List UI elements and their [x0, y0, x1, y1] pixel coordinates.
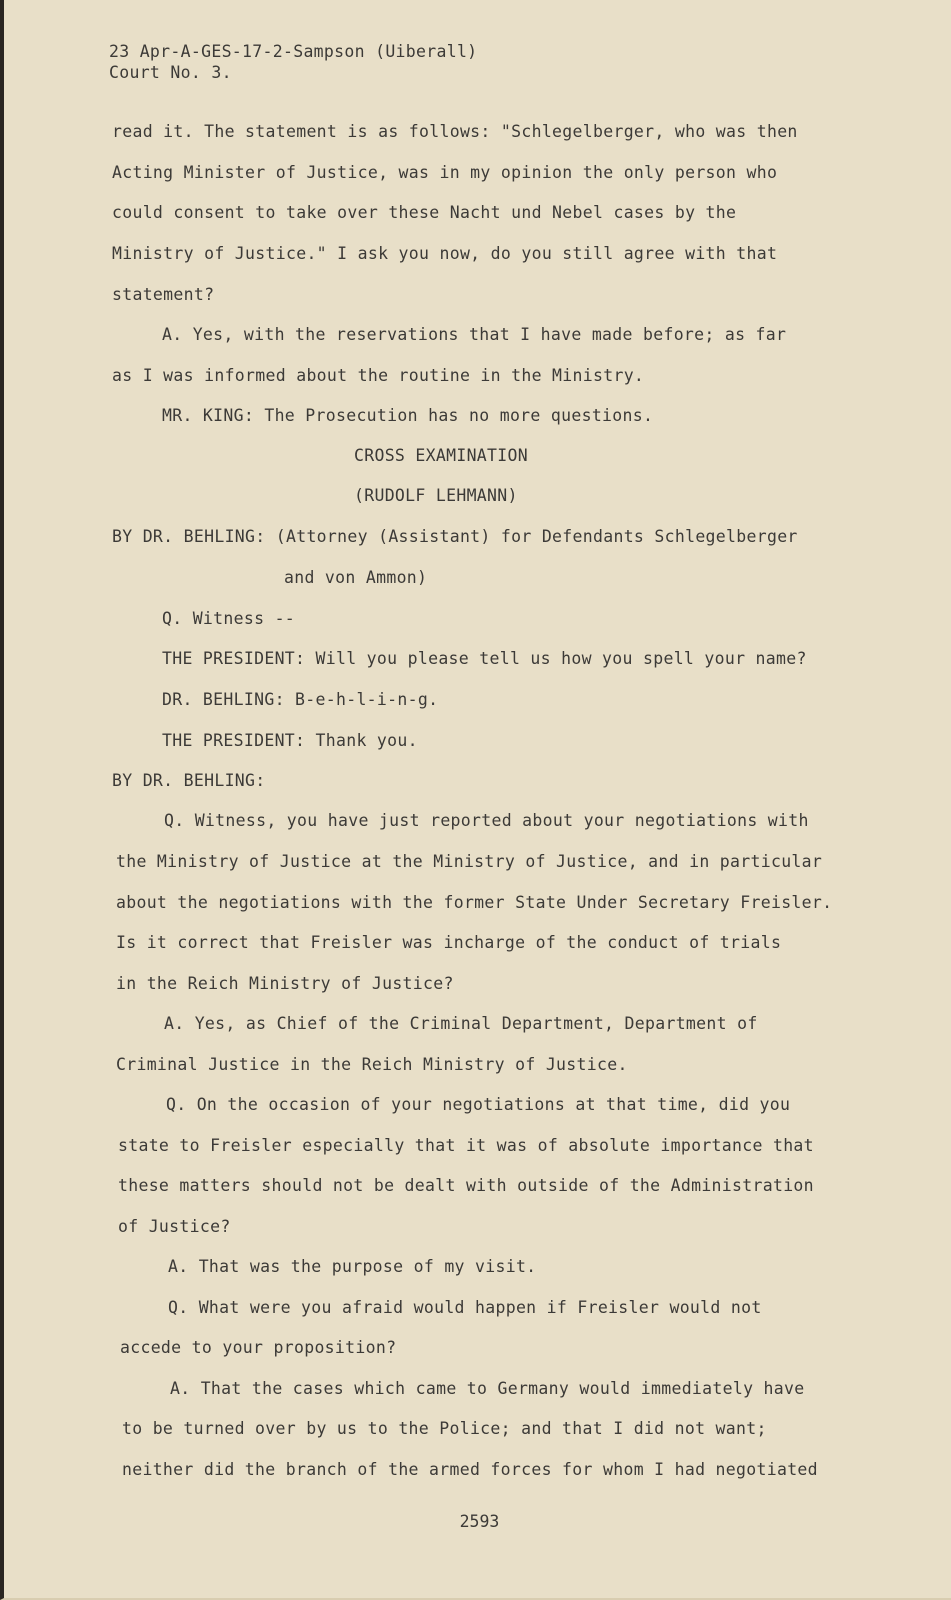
body-line: BY DR. BEHLING:: [112, 771, 266, 790]
body-line: Criminal Justice in the Reich Ministry of Justice.: [116, 1055, 628, 1074]
body-line: and von Ammon): [284, 568, 428, 587]
body-line: MR. KING: The Prosecution has no more questions.: [162, 406, 654, 425]
body-line: A. Yes, with the reservations that I have made before; as far: [162, 325, 787, 344]
body-line: A. That the cases which came to Germany would immediately have: [170, 1379, 805, 1398]
body-line: accede to your proposition?: [120, 1338, 397, 1357]
header-line-2: Court No. 3.: [109, 63, 232, 82]
body-line: Q. What were you afraid would happen if Freisler would not: [168, 1298, 762, 1317]
section-heading: CROSS EXAMINATION: [354, 446, 528, 465]
body-line: Q. Witness, you have just reported about your negotiations with: [164, 811, 809, 830]
body-line: BY DR. BEHLING: (Attorney (Assistant) for Defendants Schlegelberger: [112, 527, 798, 546]
body-line: in the Reich Ministry of Justice?: [116, 974, 454, 993]
body-line: THE PRESIDENT: Will you please tell us how you spell your name?: [162, 649, 807, 668]
page-number: 2593: [459, 1512, 500, 1531]
body-line: these matters should not be dealt with outside of the Administration: [118, 1176, 814, 1195]
body-line: A. That was the purpose of my visit.: [168, 1257, 537, 1276]
body-line: could consent to take over these Nacht und Nebel cases by the: [112, 203, 737, 222]
body-line: as I was informed about the routine in the Ministry.: [112, 366, 645, 385]
body-line: neither did the branch of the armed forces for whom I had negotiated: [122, 1460, 818, 1479]
body-line: Ministry of Justice." I ask you now, do you still agree with that: [112, 244, 778, 263]
body-line: Q. Witness --: [162, 609, 296, 628]
body-line: DR. BEHLING: B-e-h-l-i-n-g.: [162, 690, 439, 709]
header-line-1: 23 Apr-A-GES-17-2-Sampson (Uiberall): [109, 42, 478, 61]
body-line: Q. On the occasion of your negotiations at that time, did you: [166, 1095, 791, 1114]
body-line: state to Freisler especially that it was of absolute importance that: [118, 1136, 814, 1155]
body-line: to be turned over by us to the Police; and that I did not want;: [122, 1419, 767, 1438]
body-line: A. Yes, as Chief of the Criminal Department, Department of: [164, 1014, 758, 1033]
section-subheading: (RUDOLF LEHMANN): [354, 486, 518, 505]
body-line: Acting Minister of Justice, was in my opinion the only person who: [112, 163, 778, 182]
body-line: about the negotiations with the former State Under Secretary Freisler.: [116, 893, 833, 912]
body-line: of Justice?: [118, 1217, 231, 1236]
body-line: read it. The statement is as follows: "Schlegelberger, who was then: [112, 122, 798, 141]
body-line: statement?: [112, 285, 215, 304]
body-line: THE PRESIDENT: Thank you.: [162, 731, 418, 750]
body-line: Is it correct that Freisler was incharge of the conduct of trials: [116, 933, 782, 952]
body-line: the Ministry of Justice at the Ministry of Justice, and in particular: [116, 852, 823, 871]
